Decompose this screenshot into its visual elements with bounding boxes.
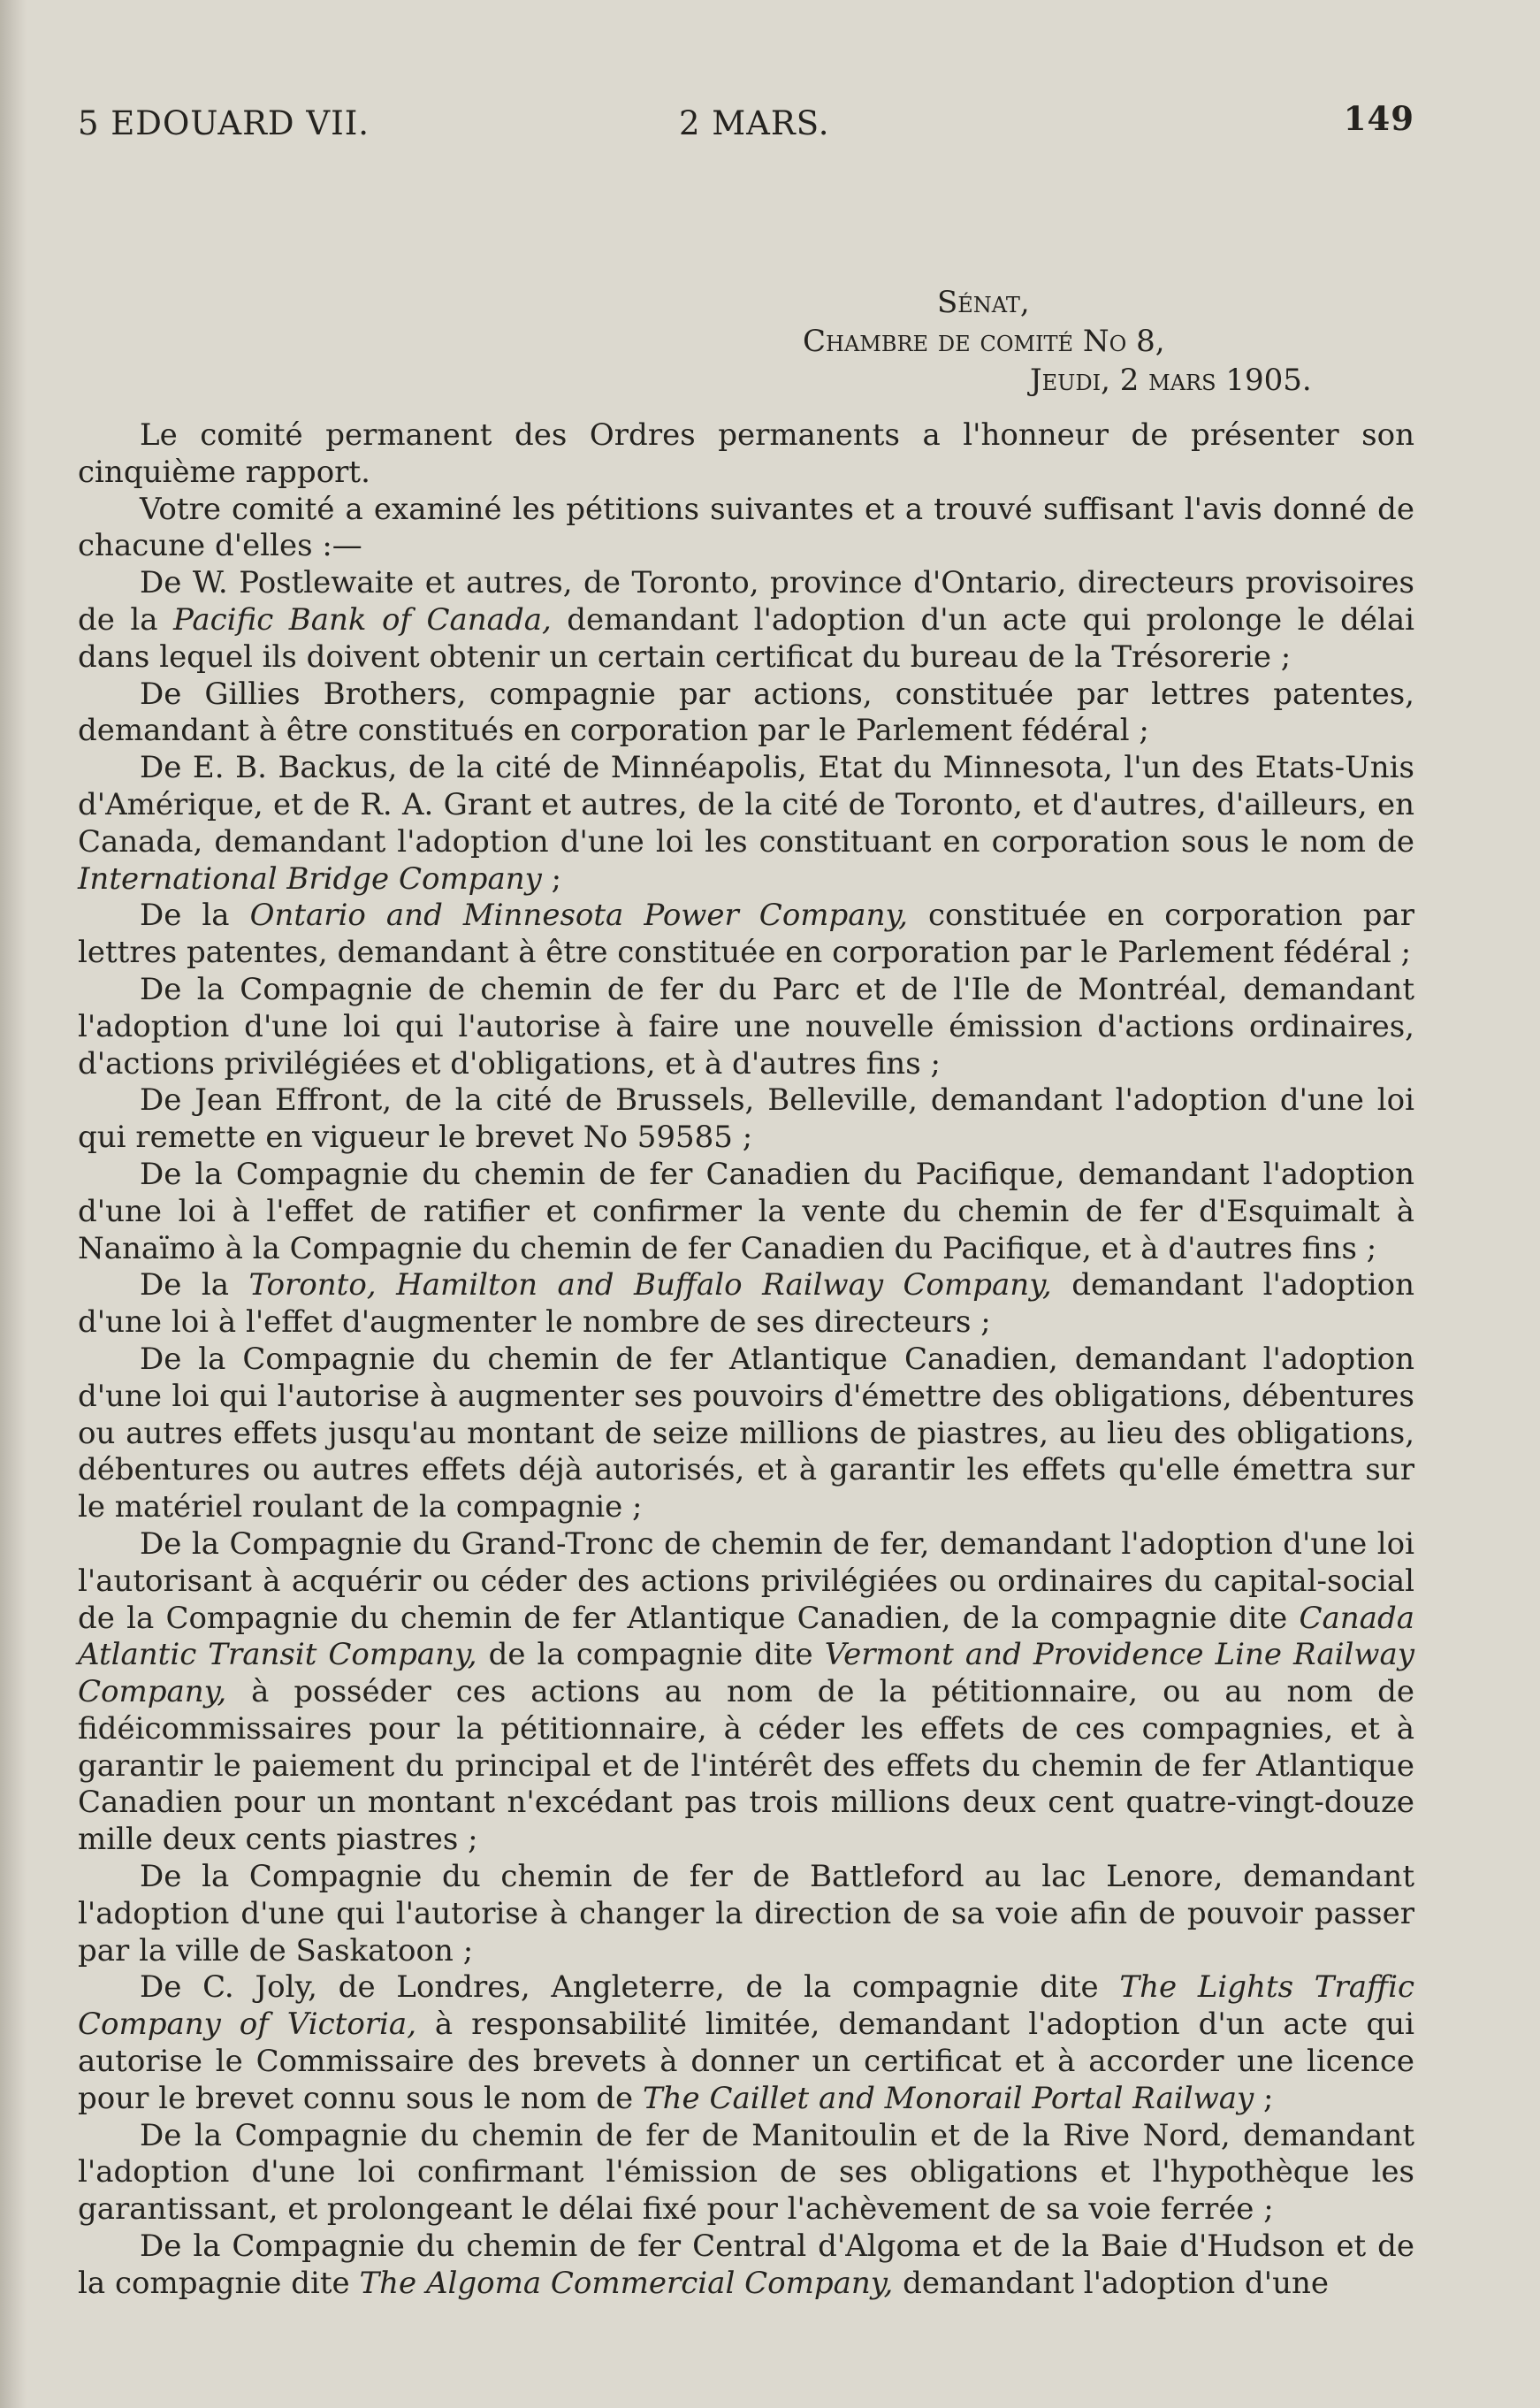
paragraph-12: De la Compagnie du Grand-Tronc de chemin de fer, demandant l'adoption d'une loi l'autorisant à acquérir ou céder des actions privilégiées ou ordinaires du capital-social de la Compagnie du chemin de fer Atlantique Canadien, de la compagnie dite Canada Atlantic Transit Company, de la compagnie dite Vermont and Providence Line Railway Company, à posséder ces actions au nom de la pétitionnaire, ou au nom de fidéicommissaires pour la pétitionnaire, à céder les effets de ces compagnies, et à garantir le paiement du principal et de l'intérêt des effets du chemin de fer Atlantique Canadien pour un montant n'excédant pas trois millions deux cent quatre-vingt-douze mille deux cents piastres ; xyxy=(78,1525,1414,1858)
paragraph-14: De C. Joly, de Londres, Angleterre, de la compagnie dite The Lights Traffic Company of Victoria, à responsabilité limitée, demandant l'adoption d'un acte qui autorise le Commissaire des brevets à donner un certificat et à accorder une licence pour le brevet connu sous le nom de The Caillet and Monorail Portal Railway ; xyxy=(78,1969,1414,2116)
paragraph-6: De la Ontario and Minnesota Power Company, constituée en corporation par lettres patentes, demandant à être constituée en corporation par le Parlement fédéral ; xyxy=(78,898,1414,971)
document-page xyxy=(78,88,1414,2303)
dateline-senate: Sénat, xyxy=(937,285,1030,320)
running-header xyxy=(78,88,1414,150)
header-date: 2 MARS. xyxy=(679,104,830,142)
page-spine-shadow xyxy=(0,0,27,2408)
paragraph-16: De la Compagnie du chemin de fer Central d'Algoma et de la Baie d'Hudson et de la compagnie dite The Algoma Commercial Company, demandant l'adoption d'une xyxy=(78,2228,1414,2301)
dateline-date: Jeudi, 2 mars 1905. xyxy=(1030,363,1312,398)
dateline-committee-room: Chambre de comité No 8, xyxy=(803,324,1165,359)
header-left: 5 EDOUARD VII. xyxy=(78,104,370,142)
paragraph-7: De la Compagnie de chemin de fer du Parc et de l'Ile de Montréal, demandant l'adoption d'une loi qui l'autorise à faire une nouvelle émission d'actions ordinaires, d'actions privilégiées et d'obligations, et à d'autres fins ; xyxy=(78,971,1414,1082)
paragraph-8: De Jean Effront, de la cité de Brussels, Belleville, demandant l'adoption d'une loi qui remette en vigueur le brevet No 59585 ; xyxy=(78,1082,1414,1156)
paragraph-10: De la Toronto, Hamilton and Buffalo Railway Company, demandant l'adoption d'une loi à l'effet d'augmenter le nombre de ses directeurs ; xyxy=(78,1267,1415,1341)
paragraph-5: De E. B. Backus, de la cité de Minnéapolis, Etat du Minnesota, l'un des Etats-Unis d'Amérique, et de R. A. Grant et autres, de la cité de Toronto, et d'autres, d'ailleurs, en Canada, demandant l'adoption d'une loi les constituant en corporation sous le nom de International Bridge Company ; xyxy=(78,750,1414,897)
dateline xyxy=(78,283,1414,400)
paragraph-4: De Gillies Brothers, compagnie par actions, constituée par lettres patentes, demandant à être constitués en corporation par le Parlement fédéral ; xyxy=(78,676,1414,749)
paragraph-15: De la Compagnie du chemin de fer de Manitoulin et de la Rive Nord, demandant l'adoption d'une loi confirmant l'émission de ses obligations et l'hypothèque les garantissant, et prolongeant le délai fixé pour l'achèvement de sa voie ferrée ; xyxy=(78,2117,1414,2228)
paragraph-3: De W. Postlewaite et autres, de Toronto, province d'Ontario, directeurs provisoires de la Pacific Bank of Canada, demandant l'adoption d'un acte qui prolonge le délai dans lequel ils doivent obtenir un certain certificat du bureau de la Trésorerie ; xyxy=(78,565,1414,675)
page-number: 149 xyxy=(1343,99,1414,138)
report-body xyxy=(78,417,1414,2303)
paragraph-1: Le comité permanent des Ordres permanents a l'honneur de présenter son cinquième rapport. xyxy=(78,417,1414,490)
paragraph-9: De la Compagnie du chemin de fer Canadien du Pacifique, demandant l'adoption d'une loi à l'effet de ratifier et confirmer la vente du chemin de fer d'Esquimalt à Nanaïmo à la Compagnie du chemin de fer Canadien du Pacifique, et à d'autres fins ; xyxy=(78,1156,1414,1266)
paragraph-2: Votre comité a examiné les pétitions suivantes et a trouvé suffisant l'avis donné de chacune d'elles :— xyxy=(78,491,1414,564)
paragraph-13: De la Compagnie du chemin de fer de Battleford au lac Lenore, demandant l'adoption d'une qui l'autorise à changer la direction de sa voie afin de pouvoir passer par la ville de Saskatoon ; xyxy=(78,1859,1414,1968)
paragraph-11: De la Compagnie du chemin de fer Atlantique Canadien, demandant l'adoption d'une loi qui l'autorise à augmenter ses pouvoirs d'émettre des obligations, débentures ou autres effets jusqu'au montant de seize millions de piastres, au lieu des obligations, débentures ou autres effets déjà autorisés, et à garantir les effets qu'elle émettra sur le matériel roulant de la compagnie ; xyxy=(78,1341,1414,1525)
